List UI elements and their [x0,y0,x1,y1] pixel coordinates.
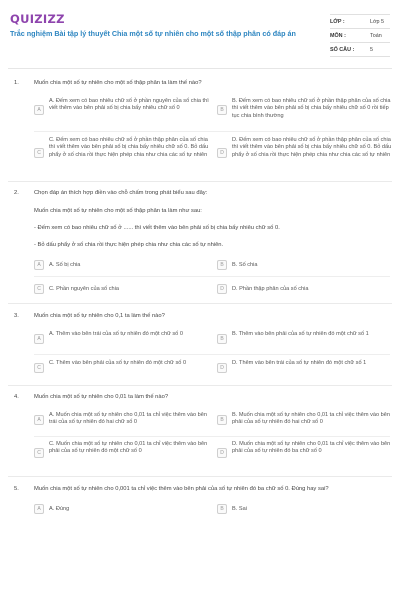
question-divider [8,476,392,477]
brand-logo: QUIZIZZ [10,12,65,26]
option-letter-badge: A [34,415,44,425]
answer-option[interactable] [217,441,393,458]
meta-value: 5 [370,46,373,53]
option-text: B. Số chia [232,262,258,268]
answer-option[interactable] [34,360,214,373]
answer-option[interactable] [34,506,214,514]
meta-value: Lớp 5 [370,18,385,25]
option-text: A. Đếm xem có bao nhiêu chữ số ở phần nguyên của số chia thì viết thêm vào bên phải số bị chia bấy nhiêu chữ số 0 [49,98,209,112]
answer-option[interactable] [34,137,214,159]
option-letter-badge: A [34,105,44,115]
option-letter-badge: C [34,284,44,294]
option-separator [34,131,390,132]
meta-box [330,14,390,57]
question-divider [8,181,392,182]
option-text: D. Thêm vào bên trái của số tự nhiên đó một chữ số 1 [232,360,367,366]
question-number: 4. [14,394,19,400]
option-text: B. Muốn chia một số tự nhiên cho 0,01 ta chỉ việc thêm vào bên phải của số tự nhiên đó hai chữ số 0 [232,412,390,426]
answer-option[interactable] [217,262,393,270]
option-letter-badge: C [34,448,44,458]
option-text: A. Số bị chia [49,262,81,268]
question-body-line: - Bỏ dấu phẩy ở số chia rồi thực hiện phép chia như chia các số tự nhiên. [34,242,224,248]
answer-option[interactable] [217,286,393,294]
option-letter-badge: B [217,504,227,514]
question-text: Muốn chia một số tự nhiên cho 0,001 ta chỉ việc thêm vào bên phải của số tự nhiên đó ba chữ số 0. Đúng hay sai? [34,486,329,492]
option-letter-badge: B [217,334,227,344]
option-text: D. Phần thập phân của số chia [232,286,309,292]
question-divider [8,385,392,386]
question-number: 2. [14,190,19,196]
meta-label: MÔN : [330,32,346,39]
answer-option[interactable] [217,137,393,159]
question-text: Chọn đáp án thích hợp điền vào chỗ chấm trong phát biểu sau đây: [34,190,208,196]
option-letter-badge: B [217,415,227,425]
answer-option[interactable] [34,412,214,427]
answer-option[interactable] [217,412,393,427]
option-text: B. Sai [232,506,247,512]
option-text: B. Đếm xem có bao nhiêu chữ số ở phần thập phân của số chia thì viết thêm vào bên phải số bị chia bấy nhiêu chữ số 0 rồi tiếp tục chia bình thường [232,98,391,119]
question-body-line: Muốn chia một số tự nhiên cho một số thập phân ta làm như sau: [34,208,202,214]
option-text: C. Phần nguyên của số chia [49,286,119,292]
meta-value: Toán [370,32,382,39]
option-text: C. Thêm vào bên phải của số tự nhiên đó một chữ số 0 [49,360,187,366]
question-text: Muốn chia một số tự nhiên cho một số thập phân ta làm thế nào? [34,80,202,86]
option-letter-badge: C [34,363,44,373]
meta-row-grade [330,15,390,29]
option-letter-badge: D [217,363,227,373]
answer-option[interactable] [34,98,214,115]
header-divider [8,68,392,69]
question-divider [8,303,392,304]
option-separator [34,436,390,437]
answer-option[interactable] [217,98,393,120]
meta-label: LỚP : [330,18,345,25]
meta-row-count [330,43,390,57]
answer-option[interactable] [34,441,214,458]
option-text: A. Muốn chia một số tự nhiên cho 0,01 ta chỉ việc thêm vào bên trái của số tự nhiên đó hai chữ số 0 [49,412,207,426]
option-text: A. Thêm vào bên trái của số tự nhiên đó một chữ số 0 [49,331,183,337]
question-text: Muốn chia một số tự nhiên cho 0,1 ta làm thế nào? [34,313,165,319]
option-text: D. Muốn chia một số tự nhiên cho 0,01 ta chỉ việc thêm vào bên phải của số tự nhiên đó ba chữ số 0 [232,441,391,455]
option-letter-badge: A [34,260,44,270]
question-number: 1. [14,80,19,86]
worksheet-title: Trắc nghiệm Bài tập lý thuyết Chia một số tự nhiên cho một số thập phân có đáp án [10,29,296,38]
option-text: C. Muốn chia một số tự nhiên cho 0,01 ta chỉ việc thêm vào bên phải của số tự nhiên đó một chữ số 0 [49,441,208,455]
meta-label: SỐ CÂU : [330,46,355,53]
answer-option[interactable] [34,331,214,344]
option-letter-badge: D [217,284,227,294]
option-text: C. Đếm xem có bao nhiêu chữ số ở phần thập phân của số chia thì viết thêm vào bên phải số bị chia bấy nhiêu chữ số 0. Bỏ dấu phẩy ở số chia rồi thực hiện phép chia như chia các số tự nhiên [49,137,209,158]
option-letter-badge: D [217,148,227,158]
question-text: Muốn chia một số tự nhiên cho 0,01 ta làm thế nào? [34,394,169,400]
question-number: 5. [14,486,19,492]
option-letter-badge: B [217,260,227,270]
question-number: 3. [14,313,19,319]
answer-option[interactable] [217,331,393,344]
option-letter-badge: C [34,148,44,158]
question-body-line: - Đếm xem có bao nhiêu chữ số ở ...... thì viết thêm vào bên phải số bị chia bấy nhiêu chữ số 0. [34,225,280,231]
option-separator [34,354,390,355]
meta-row-subject [330,29,390,43]
option-letter-badge: B [217,105,227,115]
option-letter-badge: A [34,504,44,514]
option-text: A. Đúng [49,506,70,512]
option-separator [34,276,390,277]
answer-option[interactable] [34,262,214,270]
answer-option[interactable] [217,506,393,514]
option-text: D. Đếm xem có bao nhiêu chữ số ở phần thập phân của số chia thì viết thêm vào bên phải số bị chia bấy nhiêu chữ số 0. Bỏ dấu phẩy ở số chia rồi thực hiện phép chia như chia các số tự nhiên [232,137,392,158]
option-letter-badge: D [217,448,227,458]
option-letter-badge: A [34,334,44,344]
option-text: B. Thêm vào bên phải của số tự nhiên đó một chữ số 1 [232,331,369,337]
answer-option[interactable] [217,360,393,373]
answer-option[interactable] [34,286,214,294]
